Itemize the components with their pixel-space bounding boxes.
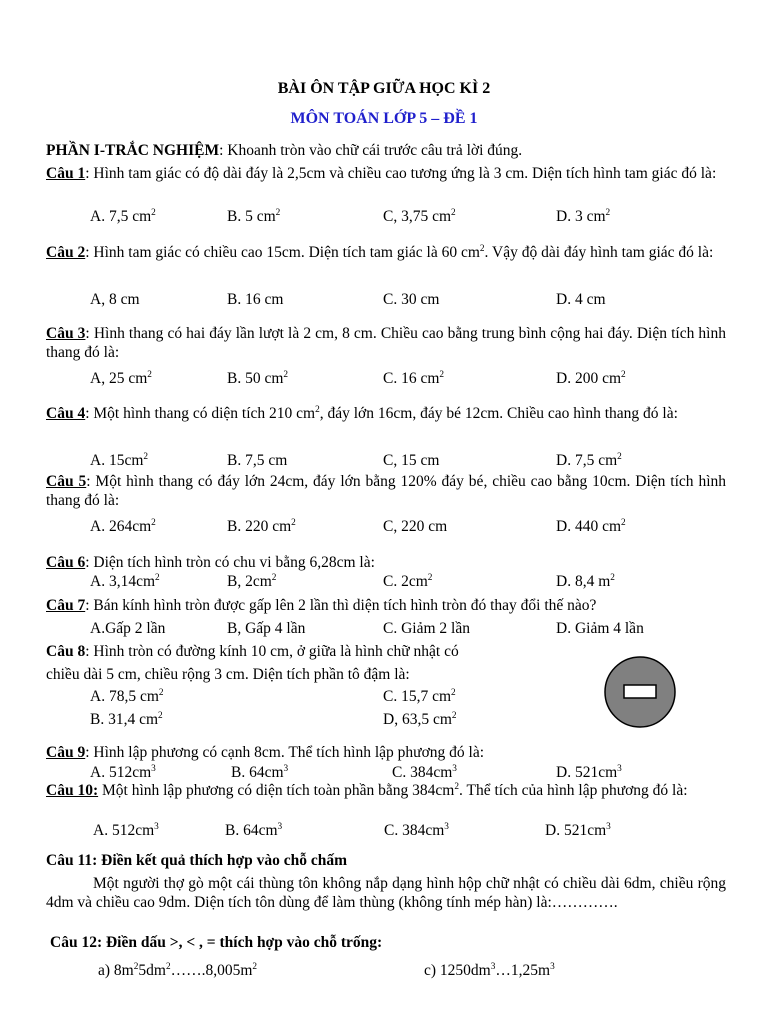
q5-option-d[interactable]: D. 440 $cm^2$ [556, 517, 626, 535]
q6-label: Câu 6 [46, 554, 86, 571]
q7-option-b[interactable]: B, Gấp 4 lần [227, 620, 306, 637]
q8-option-a[interactable]: A. 78,5 $cm^2$ [90, 687, 164, 705]
question-8-line1 [46, 643, 459, 661]
inner-rectangle [624, 685, 656, 698]
question-5 [46, 473, 726, 511]
page-subtitle: MÔN TOÁN LỚP 5 – ĐỀ 1 [290, 110, 478, 127]
q7-label: Câu 7 [46, 597, 86, 614]
circle-with-rectangle-figure [602, 654, 678, 730]
q7-text: : Bán kính hình tròn được gấp lên 2 lần thì diện tích hình tròn đó thay đổi thế nào? [85, 597, 597, 614]
q1-option-a[interactable]: A. 7,5 $cm^2$ [90, 207, 156, 225]
q9-text: : Hình lập phương có cạnh 8cm. Thể tích hình lập phương đó là: [85, 744, 485, 761]
part1-header [46, 142, 726, 161]
q4-text: : Một hình thang có diện tích 210 $cm^2$, đáy lớn 16cm, đáy bé 12cm. Chiều cao hình thang đó là: [85, 404, 678, 422]
question-3 [46, 325, 726, 363]
q2-option-c[interactable]: C. 30 cm [383, 291, 440, 308]
question-12-heading [50, 934, 382, 952]
q8-text-line1: : Hình tròn có đường kính 10 cm, ở giữa là hình chữ nhật có [85, 643, 459, 660]
q12-label: Câu 12 [50, 934, 97, 951]
part1-instruction: : Khoanh tròn vào chữ cái trước câu trả lời đúng. [219, 142, 523, 159]
q4-label: Câu 4 [46, 405, 86, 422]
q5-label: Câu 5 [46, 473, 87, 490]
q3-option-d[interactable]: D. 200 $cm^2$ [556, 369, 626, 387]
q5-text: : Một hình thang có đáy lớn 24cm, đáy lớn bằng 120% đáy bé, chiều cao bằng 10cm. Diện tích hình thang đó là: [46, 473, 726, 509]
question-10 [46, 782, 726, 801]
q1-label: Câu 1 [46, 165, 86, 182]
q4-option-a[interactable]: A. $15cm^2$ [90, 451, 149, 469]
q4-option-b[interactable]: B. 7,5 cm [227, 452, 288, 469]
q2-option-a[interactable]: A, 8 cm [90, 291, 140, 308]
q3-option-b[interactable]: B. 50 $cm^2$ [227, 369, 289, 387]
q10-option-d[interactable]: D. $521cm^3$ [545, 821, 611, 839]
q5-option-c[interactable]: C, 220 cm [383, 518, 448, 535]
q6-text: : Diện tích hình tròn có chu vi bằng 6,28cm là: [85, 554, 375, 571]
q3-option-a[interactable]: A, 25 $cm^2$ [90, 369, 152, 387]
question-2 [46, 244, 726, 263]
part1-label: PHẦN I-TRẮC NGHIỆM [46, 142, 220, 159]
q9-label: Câu 9 [46, 744, 86, 761]
q9-option-d[interactable]: D. $521cm^3$ [556, 763, 622, 781]
q11-label: Câu 11 [46, 852, 93, 869]
page-title: BÀI ÔN TẬP GIỮA HỌC KÌ 2 [277, 80, 491, 97]
q12-heading: : Điền dấu >, < , = thích hợp vào chỗ trống: [96, 934, 383, 951]
question-7 [46, 597, 726, 616]
q5-option-a[interactable]: A. $264cm^2$ [90, 517, 156, 535]
q3-text: : Hình thang có hai đáy lần lượt là 2 cm, 8 cm. Chiều cao bằng trung bình cộng hai đáy. Diện tích hình thang đó là: [46, 325, 726, 361]
q10-text: Một hình lập phương có diện tích toàn phần bằng $384cm^2$. Thể tích của hình lập phương đó là: [98, 781, 688, 799]
q3-option-c[interactable]: C. 16 $cm^2$ [383, 369, 445, 387]
q10-option-c[interactable]: C. $384cm^3$ [384, 821, 449, 839]
q6-option-d[interactable]: D. 8,4 $m^2$ [556, 572, 615, 590]
q6-option-b[interactable]: B, $2cm^2$ [227, 572, 277, 590]
q9-option-b[interactable]: B. $64cm^3$ [231, 763, 289, 781]
q10-option-a[interactable]: A. $512cm^3$ [93, 821, 159, 839]
question-9 [46, 744, 726, 763]
q8-option-b[interactable]: B. 31,4 $cm^2$ [90, 710, 163, 728]
q2-label: Câu 2 [46, 244, 86, 261]
q1-option-b[interactable]: B. 5 $cm^2$ [227, 207, 281, 225]
q7-option-d[interactable]: D. Giảm 4 lần [556, 620, 644, 637]
q12-item-a[interactable]: a) $8m^25dm^2\dots\dots.8,005m^2$ [98, 961, 258, 979]
q2-text: : Hình tam giác có chiều cao 15cm. Diện tích tam giác là 60 $cm^2$. Vậy độ dài đáy hình tam giác đó là: [85, 243, 714, 261]
q1-text: : Hình tam giác có độ dài đáy là 2,5cm và chiều cao tương ứng là 3 cm. Diện tích hình tam giác đó là: [85, 165, 717, 182]
question-11-heading [46, 852, 347, 870]
q1-option-d[interactable]: D. 3 $cm^2$ [556, 207, 611, 225]
q12-item-c[interactable]: c) $1250dm^3\dots 1,25m^3$ [424, 961, 555, 979]
q1-option-c[interactable]: C, 3,75 $cm^2$ [383, 207, 456, 225]
q6-option-c[interactable]: C. $2cm^2$ [383, 572, 433, 590]
q8-option-d[interactable]: D, 63,5 $cm^2$ [383, 710, 457, 728]
q2-option-b[interactable]: B. 16 cm [227, 291, 284, 308]
q10-option-b[interactable]: B. $64cm^3$ [225, 821, 283, 839]
q9-option-a[interactable]: A. $512cm^3$ [90, 763, 156, 781]
q7-option-a[interactable]: A.Gấp 2 lần [90, 620, 166, 637]
q6-option-a[interactable]: A. $3,14cm^2$ [90, 572, 160, 590]
question-4 [46, 405, 726, 424]
q8-label: Câu 8 [46, 643, 86, 660]
q7-option-c[interactable]: C. Giảm 2 lần [383, 620, 470, 637]
q9-option-c[interactable]: C. $384cm^3$ [392, 763, 457, 781]
q8-option-c[interactable]: C. 15,7 $cm^2$ [383, 687, 456, 705]
q2-option-d[interactable]: D. 4 cm [556, 291, 606, 308]
question-6 [46, 554, 726, 573]
q3-label: Câu 3 [46, 325, 86, 342]
q4-option-d[interactable]: D. 7,5 $cm^2$ [556, 451, 622, 469]
q8-text-line2: chiều dài 5 cm, chiều rộng 3 cm. Diện tích phần tô đậm là: [46, 666, 410, 683]
question-1 [46, 165, 726, 184]
q5-option-b[interactable]: B. 220 $cm^2$ [227, 517, 296, 535]
q11-body: Một người thợ gò một cái thùng tôn không nắp dạng hình hộp chữ nhật có chiều dài 6dm, chiều rộng 4dm và chiều cao 9dm. Diện tích tôn dùng để làm thùng (không tính mép hàn) là:…………. [46, 875, 726, 911]
q11-heading: : Điền kết quả thích hợp vào chỗ chấm [92, 852, 347, 869]
q10-label: Câu 10: [46, 782, 99, 799]
q4-option-c[interactable]: C, 15 cm [383, 452, 440, 469]
